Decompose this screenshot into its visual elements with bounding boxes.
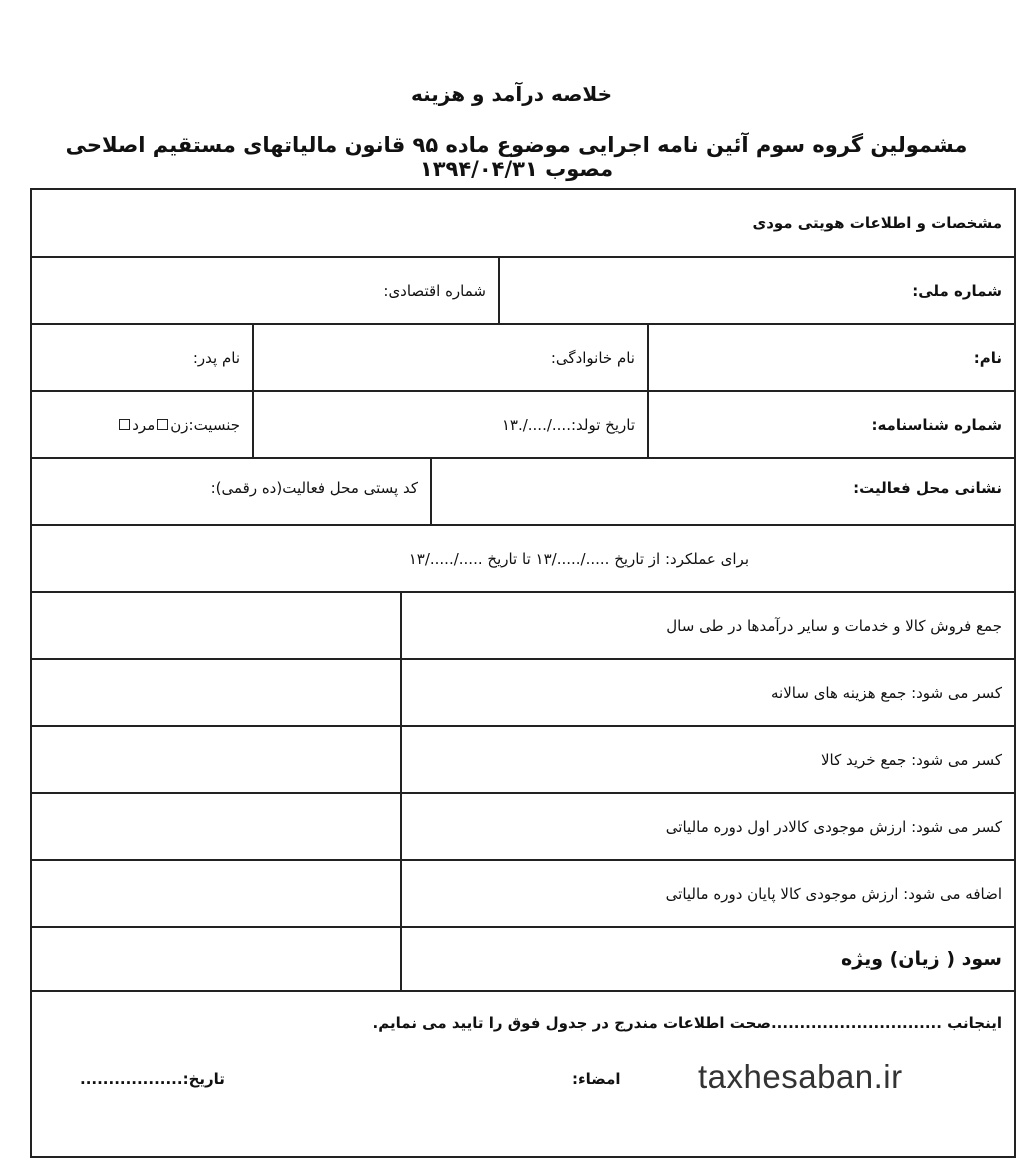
result-row xyxy=(32,928,1014,992)
gender-male-label: مرد xyxy=(132,415,156,434)
identity-heading: مشخصات و اطلاعات هویتی مودی xyxy=(752,214,1002,232)
summary-row xyxy=(32,861,1014,928)
gender-male-checkbox[interactable] xyxy=(119,419,130,430)
signature-field[interactable]: امضاء: xyxy=(572,1070,621,1088)
birth-date-field[interactable]: تاریخ تولد:..../..../.۱۳ xyxy=(252,392,647,457)
summary-row xyxy=(32,727,1014,794)
national-id-field[interactable]: شماره ملی: xyxy=(498,258,1014,323)
form-subtitle: مشمولین گروه سوم آئین نامه اجرایی موضوع ماده ۹۵ قانون مالیاتهای مستقیم اصلاحی مصوب ۱۳۹۴/۰۴/۳۱ xyxy=(65,133,968,181)
summary-value[interactable] xyxy=(32,727,400,792)
summary-value[interactable] xyxy=(32,861,400,926)
postal-code-field[interactable]: کد پستی محل فعالیت(ده رقمی): xyxy=(210,479,418,497)
name-row xyxy=(32,325,1014,392)
date-field[interactable]: تاریخ:.................. xyxy=(80,1070,225,1088)
last-name-field[interactable]: نام خانوادگی: xyxy=(252,325,647,390)
father-name-field[interactable]: نام پدر: xyxy=(192,348,240,367)
summary-label: اضافه می شود: ارزش موجودی کالا پایان دوره مالیاتی xyxy=(400,861,1014,926)
summary-label: کسر می شود: ارزش موجودی کالادر اول دوره مالیاتی xyxy=(400,794,1014,859)
watermark: taxhesaban.ir xyxy=(698,1058,903,1095)
period-field[interactable]: برای عملکرد: از تاریخ ...../...../۱۳ تا تاریخ ...../...../۱۳ xyxy=(408,549,749,568)
birth-row xyxy=(32,392,1014,459)
gender-label: جنسیت:زن xyxy=(170,415,240,434)
summary-value[interactable] xyxy=(32,660,400,725)
gender-female-checkbox[interactable] xyxy=(157,419,168,430)
activity-address-field[interactable]: نشانی محل فعالیت: xyxy=(430,459,1014,524)
summary-label: کسر می شود: جمع هزینه های سالانه xyxy=(400,660,1014,725)
gender-field[interactable] xyxy=(32,392,252,457)
summary-row xyxy=(32,660,1014,727)
address-row xyxy=(32,459,1014,526)
first-name-field[interactable]: نام: xyxy=(647,325,1014,390)
id-row xyxy=(32,258,1014,325)
summary-value[interactable] xyxy=(32,593,400,658)
summary-row xyxy=(32,593,1014,660)
summary-label: کسر می شود: جمع خرید کالا xyxy=(400,727,1014,792)
identity-heading-row xyxy=(32,190,1014,258)
declaration-statement: اینجانب ..............................صحت اطلاعات مندرج در جدول فوق را تایید می نمایم. xyxy=(372,1014,1002,1032)
summary-label: جمع فروش کالا و خدمات و سایر درآمدها در طی سال xyxy=(400,593,1014,658)
result-label: سود ( زیان) ویژه xyxy=(400,928,1014,990)
economic-id-field[interactable]: شماره اقتصادی: xyxy=(383,281,486,300)
summary-value[interactable] xyxy=(32,794,400,859)
form-title: خلاصه درآمد و هزینه xyxy=(410,82,613,106)
birth-cert-field[interactable]: شماره شناسنامه: xyxy=(647,392,1014,457)
period-row xyxy=(32,526,1014,593)
summary-row xyxy=(32,794,1014,861)
form-table xyxy=(30,188,1016,1158)
result-value[interactable] xyxy=(32,928,400,990)
